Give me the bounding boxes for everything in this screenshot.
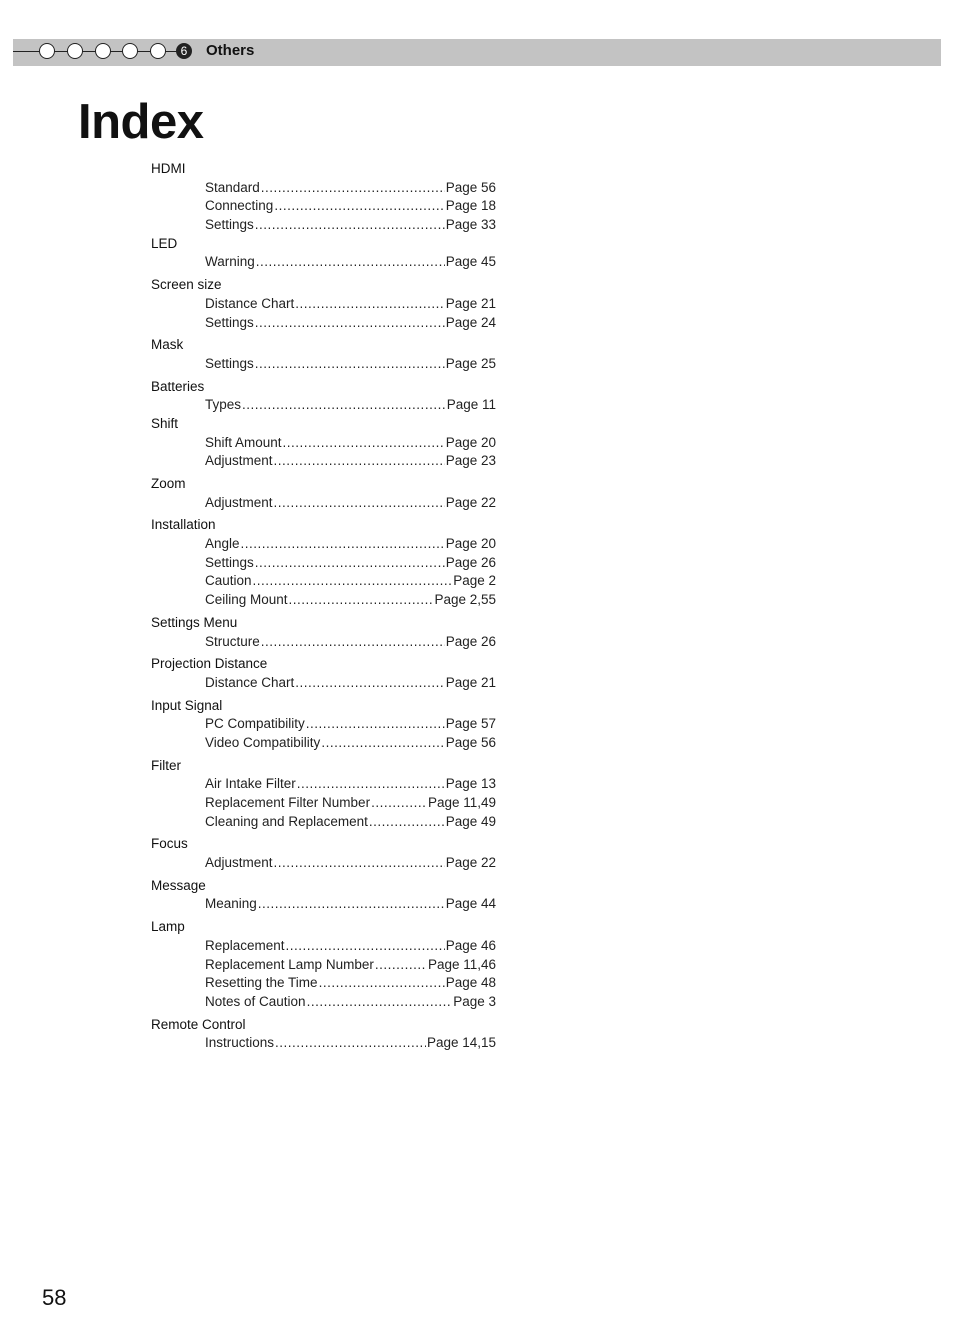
entry-label: Warning xyxy=(205,254,255,270)
index-entry xyxy=(205,216,496,235)
entry-page-ref: Page 49 xyxy=(445,813,496,829)
index-entry xyxy=(205,434,496,453)
index-entry xyxy=(205,197,496,216)
index-entry xyxy=(205,396,496,415)
entry-page-ref: Page 20 xyxy=(445,536,496,552)
index-term: Remote Control xyxy=(151,1016,246,1032)
entry-page-ref: Page 11,49 xyxy=(427,795,496,810)
dot-leader xyxy=(255,554,445,573)
entry-page-ref: Page 20 xyxy=(445,434,496,450)
entry-page-ref: Page 2,55 xyxy=(434,592,496,608)
index-entry xyxy=(205,452,496,471)
index-group xyxy=(151,516,496,609)
dot-leader xyxy=(275,1034,426,1053)
dot-leader xyxy=(242,396,446,415)
index-entry xyxy=(205,179,496,198)
index-term: Projection Distance xyxy=(151,656,268,672)
entry-label: Replacement Filter Number xyxy=(205,795,371,810)
entry-label: Adjustment xyxy=(205,453,273,469)
index-entry xyxy=(205,956,496,975)
entry-page-ref: Page 56 xyxy=(445,179,496,195)
index-entry xyxy=(205,993,496,1012)
entry-label: Cleaning and Replacement xyxy=(205,813,368,829)
chapter-marker xyxy=(67,43,83,59)
entry-page-ref: Page 25 xyxy=(445,355,496,371)
index-entry xyxy=(205,854,496,873)
chapter-marker-current: 6 xyxy=(176,43,192,59)
index-term: Settings Menu xyxy=(151,614,238,630)
entry-label: Connecting xyxy=(205,198,274,214)
entry-label: Air Intake Filter xyxy=(205,776,296,792)
entry-page-ref: Page 45 xyxy=(445,254,496,270)
dot-leader xyxy=(283,434,445,453)
chapter-marker xyxy=(150,43,166,59)
entry-label: Instructions xyxy=(205,1035,275,1051)
dot-leader xyxy=(274,854,445,873)
index-entry xyxy=(205,775,496,794)
entry-page-ref: Page 11 xyxy=(446,397,496,413)
dot-leader xyxy=(255,216,445,235)
index-entry xyxy=(205,974,496,993)
index-term: Input Signal xyxy=(151,697,223,713)
entry-page-ref: Page 44 xyxy=(445,896,496,912)
dot-leader xyxy=(369,813,445,832)
page-title: Index xyxy=(78,95,204,149)
entry-label: Adjustment xyxy=(205,855,273,871)
entry-label: Ceiling Mount xyxy=(205,592,288,608)
dot-leader xyxy=(307,993,453,1012)
index-term: Shift xyxy=(151,415,179,431)
entry-label: Adjustment xyxy=(205,494,273,510)
index-group xyxy=(151,877,496,914)
chapter-marker xyxy=(95,43,111,59)
index-term: Filter xyxy=(151,757,181,773)
index-term: Installation xyxy=(151,517,216,533)
entry-label: Distance Chart xyxy=(205,674,295,690)
index-group xyxy=(151,336,496,373)
dot-leader xyxy=(306,715,445,734)
index-entry xyxy=(205,633,496,652)
dot-leader xyxy=(295,295,444,314)
entry-label: Video Compatibility xyxy=(205,734,321,750)
entry-page-ref: Page 56 xyxy=(445,734,496,750)
index-term: Focus xyxy=(151,836,188,852)
entry-label: Notes of Caution xyxy=(205,993,306,1009)
index-entry xyxy=(205,674,496,693)
index-entry xyxy=(205,591,496,610)
index-group xyxy=(151,697,496,753)
entry-page-ref: Page 23 xyxy=(445,453,496,469)
entry-label: Settings xyxy=(205,217,254,233)
entry-label: PC Compatibility xyxy=(205,716,305,732)
dot-leader xyxy=(255,314,445,333)
index-entry xyxy=(205,1034,496,1053)
index-group xyxy=(151,835,496,872)
dot-leader xyxy=(241,535,445,554)
entry-page-ref: Page 22 xyxy=(445,494,496,510)
dot-leader xyxy=(274,494,445,513)
dot-leader xyxy=(274,197,444,216)
index-group xyxy=(151,1016,496,1053)
entry-label: Angle xyxy=(205,536,240,552)
index-entry xyxy=(205,295,496,314)
dot-leader xyxy=(375,956,427,975)
index-term: LED xyxy=(151,235,178,251)
index-entry xyxy=(205,937,496,956)
entry-page-ref: Page 33 xyxy=(445,217,496,233)
entry-page-ref: Page 24 xyxy=(445,314,496,330)
dot-leader xyxy=(286,937,445,956)
index-entry xyxy=(205,813,496,832)
entry-page-ref: Page 18 xyxy=(445,198,496,214)
entry-label: Settings xyxy=(205,314,254,330)
index-entry xyxy=(205,554,496,573)
dot-leader xyxy=(321,734,444,753)
dot-leader xyxy=(371,794,427,813)
index-group xyxy=(151,378,496,415)
dot-leader xyxy=(297,775,445,794)
entry-label: Replacement Lamp Number xyxy=(205,956,374,972)
dot-leader xyxy=(289,591,434,610)
entry-page-ref: Page 26 xyxy=(445,554,496,570)
chapter-marker xyxy=(39,43,55,59)
index-group xyxy=(151,757,496,832)
dot-leader xyxy=(256,253,445,272)
chapter-marker xyxy=(122,43,138,59)
index-entry xyxy=(205,355,496,374)
entry-label: Resetting the Time xyxy=(205,975,318,991)
entry-label: Meaning xyxy=(205,896,257,912)
entry-page-ref: Page 14,15 xyxy=(426,1035,496,1051)
entry-page-ref: Page 21 xyxy=(445,295,496,311)
index-term: Screen size xyxy=(151,277,222,293)
index-term: Message xyxy=(151,877,206,893)
entry-label: Distance Chart xyxy=(205,295,295,311)
index-list xyxy=(151,160,496,1053)
index-term: Zoom xyxy=(151,476,186,491)
entry-label: Types xyxy=(205,397,242,413)
index-group xyxy=(151,415,496,471)
entry-page-ref: Page 46 xyxy=(445,937,496,953)
entry-label: Caution xyxy=(205,573,252,589)
index-entry xyxy=(205,734,496,753)
index-entry xyxy=(205,794,496,813)
entry-label: Settings xyxy=(205,355,254,371)
page-number: 58 xyxy=(42,1285,67,1310)
entry-label: Replacement xyxy=(205,937,285,953)
index-entry xyxy=(205,895,496,914)
entry-page-ref: Page 11,46 xyxy=(427,956,496,972)
dot-leader xyxy=(253,572,453,591)
dot-leader xyxy=(319,974,445,993)
entry-label: Settings xyxy=(205,554,254,570)
index-term: HDMI xyxy=(151,161,186,176)
index-term: Mask xyxy=(151,337,184,353)
section-title: Others xyxy=(206,42,255,59)
entry-page-ref: Page 3 xyxy=(453,993,496,1009)
entry-label: Structure xyxy=(205,633,260,649)
entry-page-ref: Page 21 xyxy=(445,674,496,690)
index-term: Lamp xyxy=(151,919,185,935)
dot-leader xyxy=(274,452,445,471)
index-entry xyxy=(205,314,496,333)
dot-leader xyxy=(261,633,445,652)
dot-leader xyxy=(255,355,445,374)
index-group xyxy=(151,614,496,651)
entry-label: Shift Amount xyxy=(205,434,282,450)
index-entry xyxy=(205,535,496,554)
entry-page-ref: Page 22 xyxy=(445,855,496,871)
entry-page-ref: Page 48 xyxy=(445,975,496,991)
index-group xyxy=(151,475,496,512)
entry-page-ref: Page 57 xyxy=(445,716,496,732)
index-group xyxy=(151,160,496,235)
index-group xyxy=(151,235,496,272)
index-group xyxy=(151,918,496,1011)
index-entry xyxy=(205,253,496,272)
entry-page-ref: Page 26 xyxy=(445,633,496,649)
entry-page-ref: Page 2 xyxy=(453,573,496,589)
entry-page-ref: Page 13 xyxy=(445,776,496,792)
dot-leader xyxy=(261,179,445,198)
index-entry xyxy=(205,494,496,513)
entry-label: Standard xyxy=(205,179,260,195)
index-term: Batteries xyxy=(151,378,205,394)
index-entry xyxy=(205,572,496,591)
dot-leader xyxy=(295,674,444,693)
dot-leader xyxy=(258,895,445,914)
index-group xyxy=(151,276,496,332)
index-entry xyxy=(205,715,496,734)
index-group xyxy=(151,655,496,692)
